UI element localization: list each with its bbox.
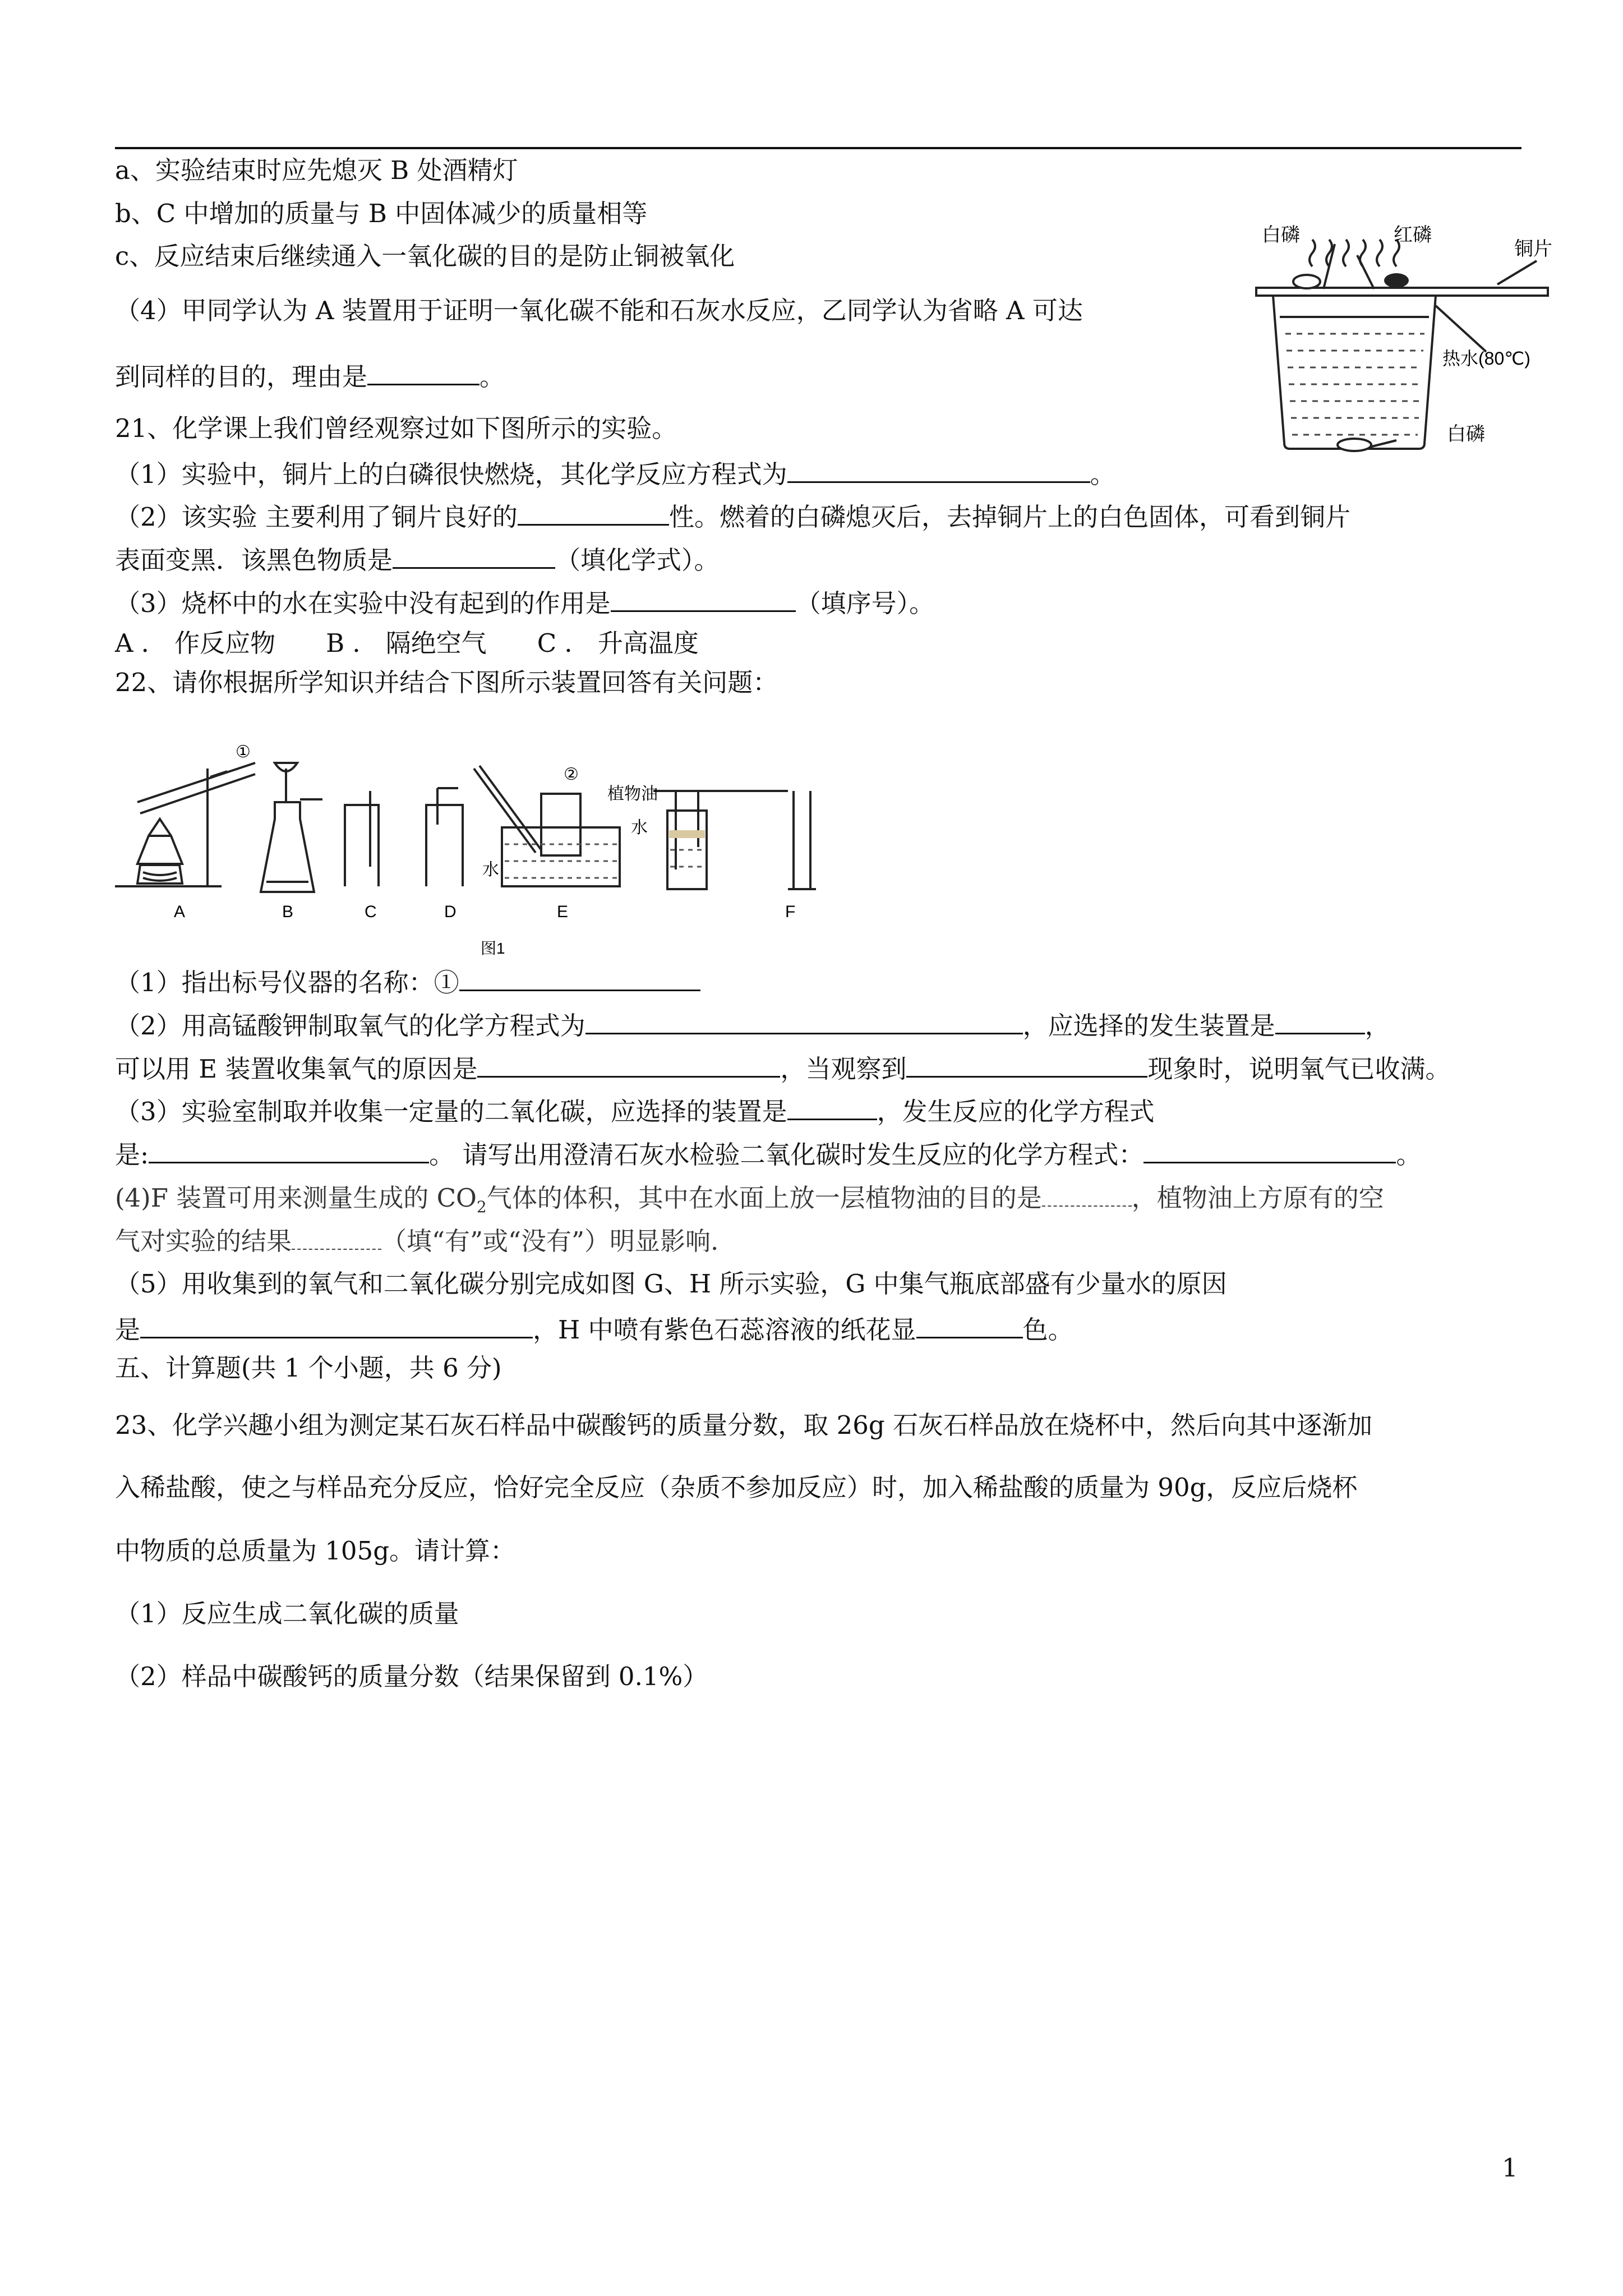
white-phosphorus-top bbox=[1293, 275, 1320, 288]
q20-part4: （4）甲同学认为 A 装置用于证明一氧化碳不能和石灰水反应，乙同学认为省略 A 可达 bbox=[115, 296, 1083, 325]
answer-blank[interactable] bbox=[787, 455, 1090, 483]
answer-blank[interactable] bbox=[477, 1050, 780, 1078]
apparatus-drawing bbox=[115, 763, 816, 892]
option-a: a、实验结束时应先熄灭 B 处酒精灯 bbox=[115, 155, 518, 185]
page-number: 1 bbox=[1502, 2153, 1518, 2183]
label-e: E bbox=[557, 903, 569, 921]
label-water-f: 水 bbox=[631, 818, 648, 837]
q22-part4: (4)F 装置可用来测量生成的 $CO_2$气体的体积，其中在水面上放一层植物油的目的是 ，植物油上方原有的空 bbox=[115, 1180, 1384, 1223]
q22-part5: （5）用收集到的氧气和二氧化碳分别完成如图 G、H 所示实验，G 中集气瓶底部盛有少量水的原因 bbox=[115, 1269, 1227, 1299]
q23-part1: （1）反应生成二氧化碳的质量 bbox=[115, 1599, 459, 1628]
water-dashes bbox=[1285, 334, 1424, 435]
option-c: c、反应结束后继续通入一氧化碳的目的是防止铜被氧化 bbox=[115, 241, 735, 271]
answer-blank[interactable] bbox=[906, 1050, 1147, 1078]
q22-part2: （2）用高锰酸钾制取氧气的化学方程式为 ，应选择的发生装置是 ， bbox=[115, 1007, 1390, 1042]
label-f: F bbox=[785, 903, 796, 921]
white-phosphorus-beaker-figure bbox=[1251, 222, 1565, 463]
q22-part3-cont: 是: 。 请写出用澄清石灰水检验二氧化碳时发生反应的化学方程式： 。 bbox=[115, 1136, 1422, 1171]
answer-blank[interactable] bbox=[367, 358, 479, 385]
answer-blank[interactable] bbox=[1144, 1136, 1396, 1163]
q23-line1: 23、化学兴趣小组为测定某石灰石样品中碳酸钙的质量分数，取 26g 石灰石样品放在烧杯中，然后向其中逐渐加 bbox=[115, 1410, 1372, 1440]
q21-part1: （1）实验中，铜片上的白磷很快燃烧，其化学反应方程式为 。 bbox=[115, 455, 1115, 491]
q22-part2-cont: 可以用 E 装置收集氧气的原因是 ，当观察到 现象时，说明氧气已收满。 bbox=[115, 1050, 1451, 1085]
answer-blank[interactable] bbox=[393, 541, 555, 569]
answer-blank[interactable] bbox=[611, 585, 796, 612]
label-c: C bbox=[365, 903, 377, 921]
label-white-phosphorus-top: 白磷 bbox=[1262, 224, 1300, 246]
oil-layer bbox=[669, 830, 705, 838]
label-hot-water: 热水(80℃) bbox=[1442, 348, 1530, 369]
answer-blank[interactable] bbox=[140, 1311, 533, 1338]
section-five-title: 五、计算题(共 1 个小题，共 6 分) bbox=[115, 1353, 502, 1383]
q21-part2-cont: 表面变黑．该黑色物质是 （填化学式）。 bbox=[115, 541, 720, 577]
q21-part2: （2）该实验 主要利用了铜片良好的 性。燃着的白磷熄灭后，去掉铜片上的白色固体，可看到铜片 bbox=[115, 498, 1350, 533]
label-a: A bbox=[174, 903, 186, 921]
q22-part1: （1）指出标号仪器的名称：① bbox=[115, 964, 700, 999]
answer-blank[interactable] bbox=[292, 1223, 381, 1250]
figure-caption: 图1 bbox=[481, 940, 505, 957]
marker-2: ② bbox=[564, 765, 579, 784]
label-oil: 植物油 bbox=[607, 785, 658, 803]
q22-part5-cont: 是 ，H 中喷有紫色石蕊溶液的纸花显 色。 bbox=[115, 1311, 1073, 1346]
q21-options: A ． 作反应物 B ． 隔绝空气 C ． 升高温度 bbox=[115, 628, 699, 658]
label-white-phosphorus-bottom: 白磷 bbox=[1447, 424, 1485, 445]
top-rule bbox=[115, 147, 1521, 149]
answer-blank[interactable] bbox=[1042, 1180, 1132, 1207]
label-b: B bbox=[282, 903, 294, 921]
answer-blank[interactable] bbox=[1275, 1007, 1365, 1034]
answer-blank[interactable] bbox=[459, 964, 700, 991]
q23-line3: 中物质的总质量为 105g。请计算： bbox=[115, 1536, 516, 1566]
q22-title: 22、请你根据所学知识并结合下图所示装置回答有关问题： bbox=[115, 668, 778, 697]
label-water-e: 水 bbox=[482, 861, 499, 879]
label-d: D bbox=[444, 903, 457, 921]
label-copper: 铜片 bbox=[1514, 238, 1552, 260]
gas-apparatus-figure bbox=[115, 735, 878, 959]
water-levels bbox=[505, 844, 704, 878]
answer-blank[interactable] bbox=[149, 1136, 429, 1163]
white-phosphorus-bottom bbox=[1338, 439, 1371, 451]
red-phosphorus bbox=[1384, 273, 1409, 288]
answer-blank[interactable] bbox=[518, 498, 669, 526]
q23-part2: （2）样品中碳酸钙的质量分数（结果保留到 0.1%） bbox=[115, 1662, 708, 1691]
q23-line2: 入稀盐酸，使之与样品充分反应，恰好完全反应（杂质不参加反应）时，加入稀盐酸的质量为 90g，反应后烧杯 bbox=[115, 1473, 1358, 1502]
q22-part3: （3）实验室制取并收集一定量的二氧化碳，应选择的装置是 ，发生反应的化学方程式 bbox=[115, 1093, 1155, 1128]
q21-part3: （3）烧杯中的水在实验中没有起到的作用是 （填序号）。 bbox=[115, 585, 934, 620]
label-red-phosphorus: 红磷 bbox=[1394, 224, 1432, 246]
q22-part4-cont: 气对实验的结果 （填“有”或“没有”）明显影响. bbox=[115, 1223, 718, 1258]
q21-title: 21、化学课上我们曾经观察过如下图所示的实验。 bbox=[115, 413, 677, 443]
q20-part4-cont: 到同样的目的，理由是 。 bbox=[115, 358, 505, 393]
option-b: b、C 中增加的质量与 B 中固体减少的质量相等 bbox=[115, 199, 648, 228]
answer-blank[interactable] bbox=[916, 1311, 1023, 1338]
marker-1: ① bbox=[236, 743, 251, 761]
answer-blank[interactable] bbox=[585, 1007, 1023, 1034]
answer-blank[interactable] bbox=[787, 1093, 877, 1120]
beaker-drawing bbox=[1256, 240, 1548, 449]
